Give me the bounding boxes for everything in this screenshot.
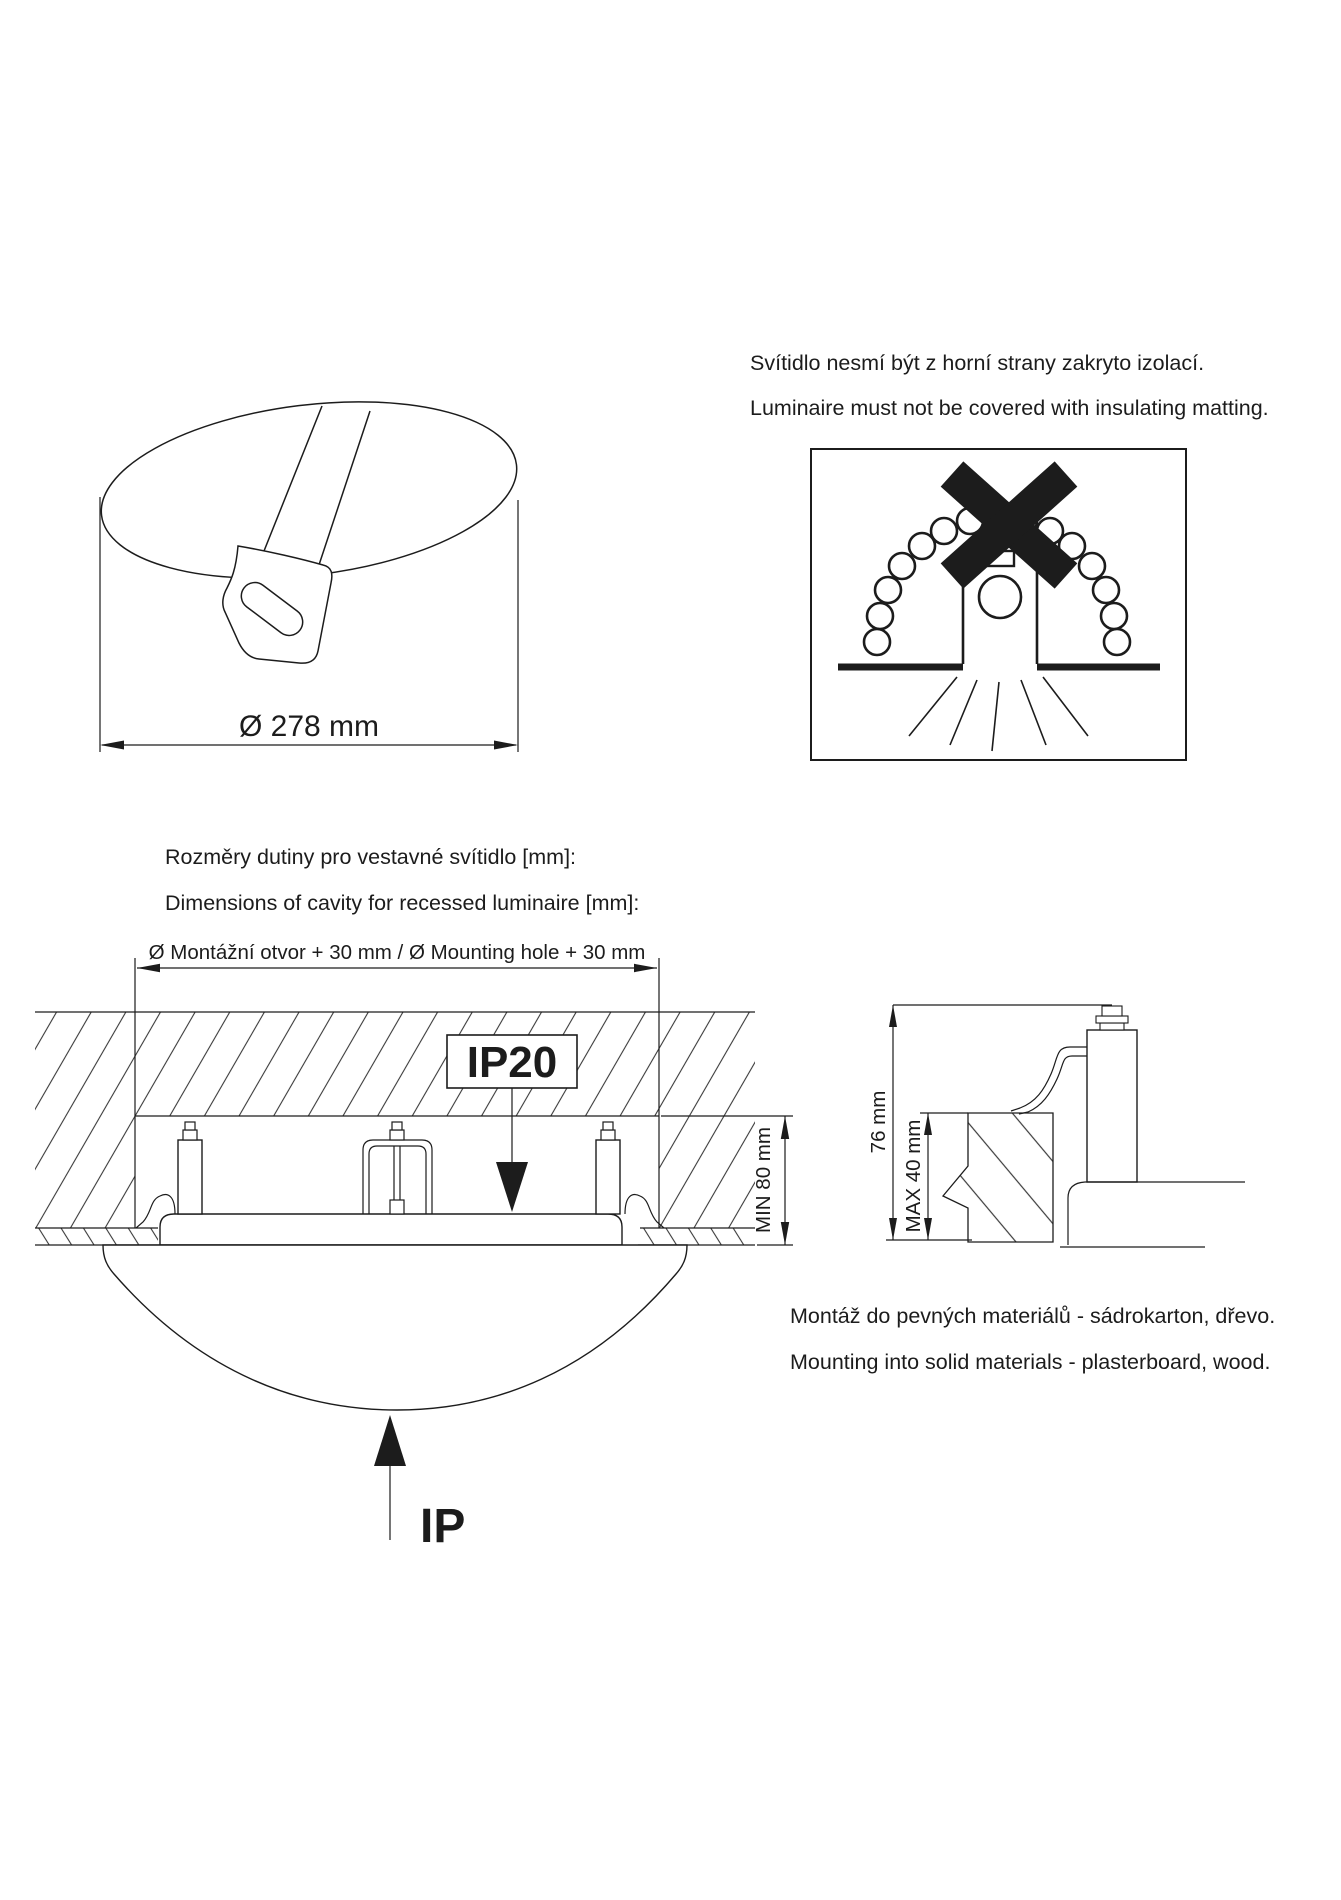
- ip20-callout: [447, 1035, 577, 1212]
- strap-bracket: [223, 546, 332, 663]
- mounting-note-en: Mounting into solid materials - plasterboard, wood.: [790, 1350, 1271, 1374]
- no-insulation-cover-icon: [808, 446, 1192, 766]
- mounting-note-cz: Montáž do pevných materiálů - sádrokarton, dřevo.: [790, 1304, 1276, 1328]
- max-panel-label: MAX 40 mm: [902, 1119, 925, 1233]
- max-panel-dimension: [902, 1113, 968, 1240]
- glass-dome: [103, 1245, 687, 1410]
- ip-pointer: [374, 1415, 465, 1553]
- panel-section: [943, 1113, 1053, 1242]
- mounting-detail-figure: [858, 993, 1258, 1260]
- clamp-post: [1087, 1006, 1137, 1182]
- center-bracket: [363, 1122, 432, 1214]
- luminaire-base-plate: [160, 1214, 622, 1245]
- plasterboard-right: [640, 1228, 755, 1245]
- dim-arrow-left: [100, 741, 124, 750]
- spring-clip-right: [625, 1195, 664, 1228]
- screw-post-right: [596, 1122, 620, 1214]
- ip20-label: IP20: [466, 1038, 558, 1087]
- recessed-luminaire-body: [103, 1122, 687, 1410]
- min-depth-label: MIN 80 mm: [752, 1127, 775, 1233]
- ip20-arrow: [496, 1162, 528, 1212]
- bulb-icon: [979, 576, 1021, 618]
- cavity-cross-section: [30, 935, 800, 1560]
- mounting-hole-label: Ø Montážní otvor + 30 mm / Ø Mounting hole + 30 mm: [148, 941, 646, 964]
- screw-post-left: [178, 1122, 202, 1214]
- spring-clip: [1011, 1047, 1087, 1114]
- insulation-note-cz: Svítidlo nesmí být z horní strany zakryto izolací.: [750, 351, 1205, 375]
- cavity-title-en: Dimensions of cavity for recessed luminaire [mm]:: [165, 891, 640, 915]
- ip-label: IP: [420, 1500, 466, 1553]
- dim-arrow-right: [494, 741, 518, 750]
- luminaire-top-figure: [80, 388, 550, 760]
- ip-up-arrow: [374, 1415, 406, 1466]
- luminaire-flange: [1060, 1182, 1245, 1247]
- insulation-note-en: Luminaire must not be covered with insulating matting.: [750, 396, 1269, 420]
- height-label: 76 mm: [867, 1090, 890, 1154]
- diameter-label: Ø 278 mm: [238, 710, 380, 743]
- cavity-title-cz: Rozměry dutiny pro vestavné svítidlo [mm]:: [165, 845, 577, 869]
- plasterboard-left: [35, 1228, 158, 1245]
